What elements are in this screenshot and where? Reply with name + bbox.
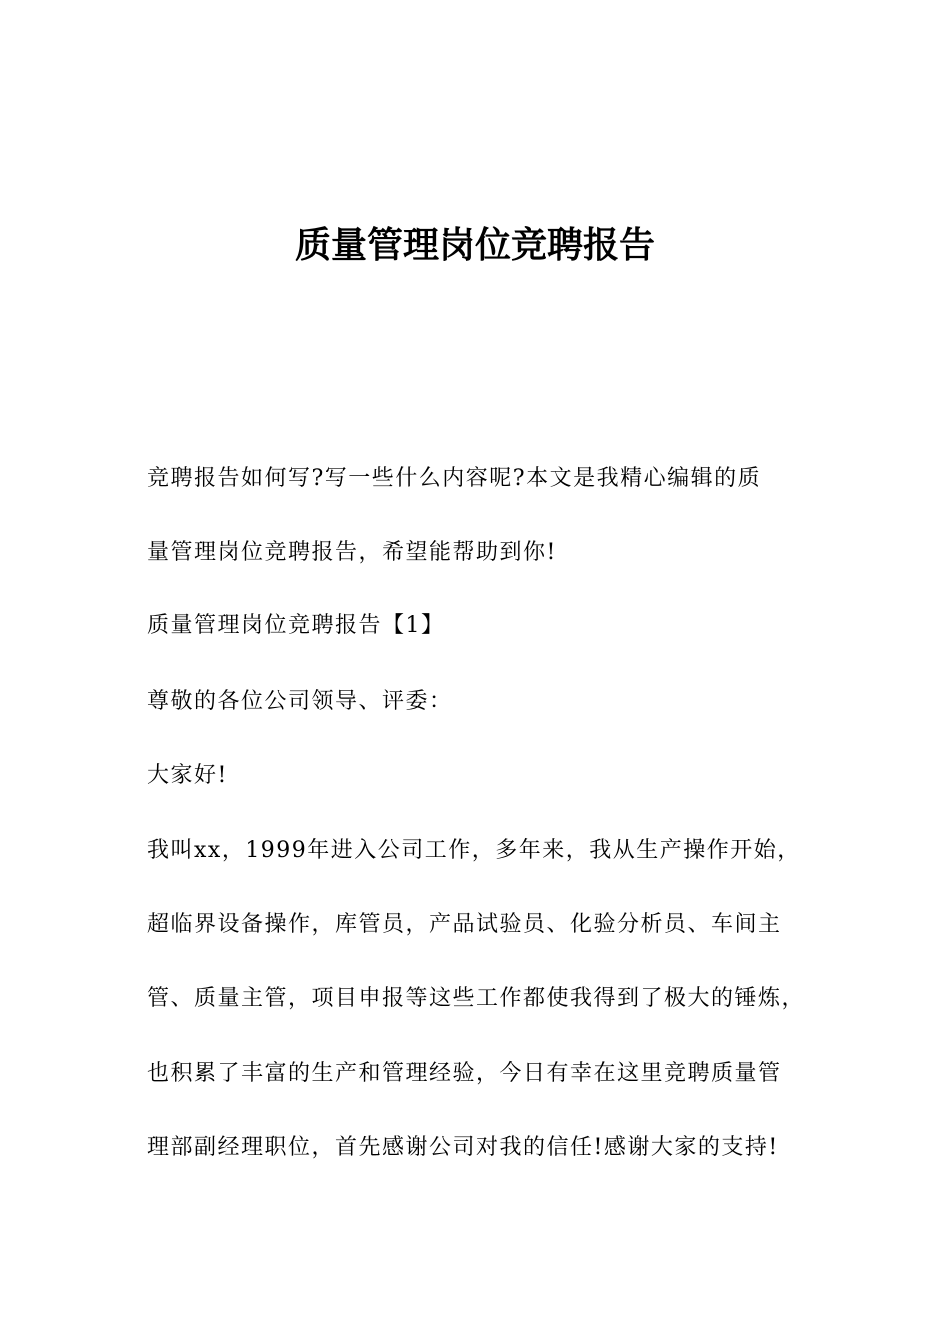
paragraph-line: 理部副经理职位，首先感谢公司对我的信任!感谢大家的支持!	[147, 1135, 779, 1160]
paragraph-line: 管、质量主管，项目申报等这些工作都使我得到了极大的锤炼，	[147, 986, 806, 1011]
paragraph-line: 竞聘报告如何写?写一些什么内容呢?本文是我精心编辑的质	[147, 466, 762, 491]
document-title: 质量管理岗位竞聘报告	[294, 225, 655, 266]
paragraph-line: 尊敬的各位公司领导、评委：	[147, 689, 453, 714]
paragraph-line: 我叫xx，1999年进入公司工作，多年来，我从生产操作开始，	[147, 838, 801, 863]
paragraph-line: 质量管理岗位竞聘报告【1】	[147, 613, 445, 638]
paragraph-line: 超临界设备操作，库管员，产品试验员、化验分析员、车间主	[147, 912, 782, 937]
paragraph-line: 量管理岗位竞聘报告，希望能帮助到你!	[147, 540, 557, 565]
paragraph-line: 也积累了丰富的生产和管理经验，今日有幸在这里竞聘质量管	[147, 1061, 782, 1086]
paragraph-line: 大家好!	[147, 763, 228, 788]
